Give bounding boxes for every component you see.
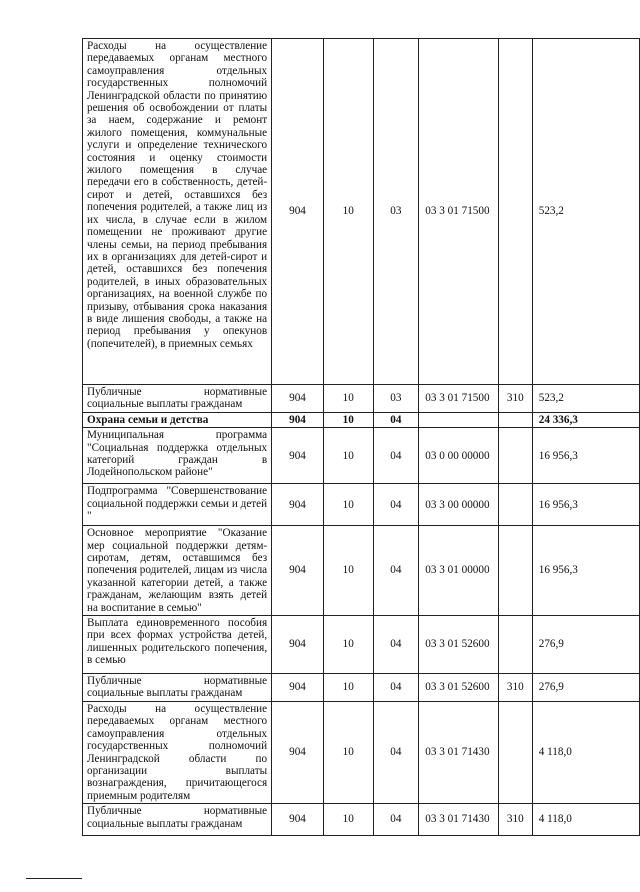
table-row (83, 385, 640, 413)
cell-subsection: 04 (373, 526, 419, 616)
cell-grbs: 904 (272, 385, 324, 413)
cell-target-article: 03 3 01 71430 (419, 804, 499, 836)
cell-target-article: 03 3 00 00000 (419, 484, 499, 526)
cell-subsection: 04 (373, 412, 419, 427)
cell-target-article: 03 3 01 52600 (419, 616, 499, 674)
cell-target-article: 03 0 00 00000 (419, 428, 499, 484)
cell-grbs: 904 (272, 616, 324, 674)
cell-expense-type (498, 412, 532, 427)
cell-section: 10 (323, 526, 373, 616)
cell-section: 10 (323, 484, 373, 526)
cell-amount: 523,2 (532, 385, 639, 413)
row-description: Выплата единовременного пособия при всех формах устройства детей, лишенных родительского попечения, в семью (83, 616, 272, 674)
row-description: Расходы на осуществление передаваемых органам местного самоуправления отдельных государственных полномочий Ленинградской области по принятию решения об освобождении от платы за наем, содержание и ремонт жилого помещения, коммунальные услуги и определение технического состояния и оценку стоимости жилого помещения в случае передачи его в собственность, детей-сирот и детей, оставшихся без попечения родителей, а также лиц из их числа, в случае если в жилом помещении не проживают другие члены семьи, на период пребывания их в организациях для детей-сирот и детей, оставшихся без попечения родителей, в иных образовательных организациях, на военной службе по призыву, отбывания срока наказания в виде лишения свободы, а также на период пребывания у опекунов (попечителей), в приемных семьях (83, 39, 272, 385)
cell-target-article: 03 3 01 71500 (419, 39, 499, 385)
cell-section: 10 (323, 804, 373, 836)
budget-table (82, 38, 640, 836)
table-row (83, 674, 640, 702)
cell-grbs: 904 (272, 412, 324, 427)
cell-grbs: 904 (272, 39, 324, 385)
cell-subsection: 03 (373, 385, 419, 413)
row-description: Публичные нормативные социальные выплаты гражданам (83, 385, 272, 413)
cell-expense-type (498, 39, 532, 385)
cell-section: 10 (323, 39, 373, 385)
cell-section: 10 (323, 701, 373, 803)
table-row (83, 484, 640, 526)
cell-subsection: 03 (373, 39, 419, 385)
cell-grbs: 904 (272, 701, 324, 803)
cell-grbs: 904 (272, 526, 324, 616)
cell-expense-type (498, 616, 532, 674)
table-row (83, 526, 640, 616)
cell-amount: 16 956,3 (532, 428, 639, 484)
cell-amount: 276,9 (532, 616, 639, 674)
cell-amount: 24 336,3 (532, 412, 639, 427)
cell-expense-type (498, 484, 532, 526)
cell-target-article: 03 3 01 52600 (419, 674, 499, 702)
table-row (83, 39, 640, 385)
cell-amount: 16 956,3 (532, 484, 639, 526)
cell-target-article: 03 3 01 00000 (419, 526, 499, 616)
cell-expense-type: 310 (498, 385, 532, 413)
cell-grbs: 904 (272, 428, 324, 484)
cell-amount: 16 956,3 (532, 526, 639, 616)
cell-subsection: 04 (373, 616, 419, 674)
row-description: Публичные нормативные социальные выплаты гражданам (83, 674, 272, 702)
cell-section: 10 (323, 616, 373, 674)
cell-expense-type: 310 (498, 804, 532, 836)
cell-section: 10 (323, 412, 373, 427)
footnote-separator (26, 878, 82, 879)
cell-amount: 4 118,0 (532, 804, 639, 836)
row-description: Подпрограмма "Совершенствование социальной поддержки семьи и детей " (83, 484, 272, 526)
row-description: Публичные нормативные социальные выплаты гражданам (83, 804, 272, 836)
cell-subsection: 04 (373, 674, 419, 702)
cell-subsection: 04 (373, 804, 419, 836)
cell-subsection: 04 (373, 484, 419, 526)
cell-subsection: 04 (373, 701, 419, 803)
cell-amount: 523,2 (532, 39, 639, 385)
cell-section: 10 (323, 674, 373, 702)
row-description: Основное мероприятие "Оказание мер социальной поддержки детям-сиротам, детям, оставшимся без попечения родителей, лицам из числа указанной категории детей, а также гражданам, желающим взять детей на воспитание в семью" (83, 526, 272, 616)
cell-expense-type (498, 701, 532, 803)
table-row (83, 804, 640, 836)
cell-section: 10 (323, 428, 373, 484)
table-row (83, 616, 640, 674)
cell-target-article: 03 3 01 71430 (419, 701, 499, 803)
cell-subsection: 04 (373, 428, 419, 484)
cell-grbs: 904 (272, 484, 324, 526)
row-description: Муниципальная программа "Социальная поддержка отдельных категорий граждан в Лодейнопольском районе" (83, 428, 272, 484)
row-description: Расходы на осуществление передаваемых органам местного самоуправления отдельных государственных полномочий Ленинградской области по организации выплаты вознаграждения, причитающегося приемным родителям (83, 701, 272, 803)
cell-target-article: 03 3 01 71500 (419, 385, 499, 413)
cell-expense-type (498, 428, 532, 484)
cell-expense-type: 310 (498, 674, 532, 702)
cell-grbs: 904 (272, 674, 324, 702)
cell-amount: 4 118,0 (532, 701, 639, 803)
cell-target-article (419, 412, 499, 427)
table-row (83, 412, 640, 427)
table-row (83, 428, 640, 484)
cell-grbs: 904 (272, 804, 324, 836)
table-body (83, 39, 640, 836)
row-description: Охрана семьи и детства (83, 412, 272, 427)
cell-amount: 276,9 (532, 674, 639, 702)
cell-expense-type (498, 526, 532, 616)
table-row (83, 701, 640, 803)
cell-section: 10 (323, 385, 373, 413)
